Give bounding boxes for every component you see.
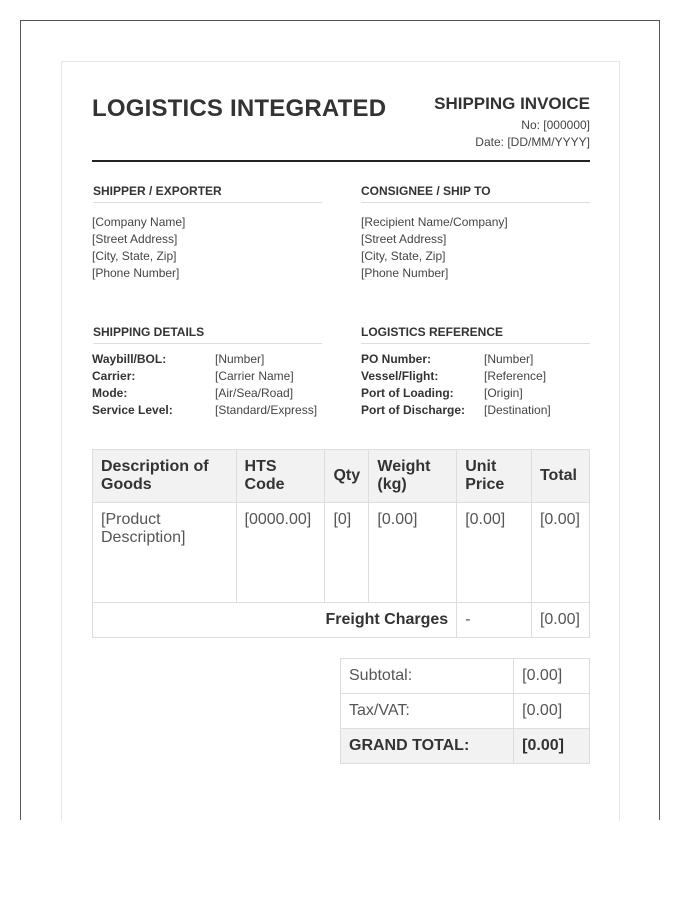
column-header: Unit Price bbox=[457, 450, 532, 503]
table-header-row bbox=[93, 450, 590, 503]
shipper-line: [Company Name] bbox=[92, 215, 186, 229]
cell-unit-price: [0.00] bbox=[457, 503, 532, 603]
invoice-number: No: [000000] bbox=[521, 118, 590, 132]
freight-unit: - bbox=[457, 603, 532, 638]
logistics-reference-labels bbox=[361, 351, 465, 419]
cell-hts-code: [0000.00] bbox=[236, 503, 325, 603]
reference-label: Vessel/Flight: bbox=[361, 369, 439, 383]
consignee-address bbox=[361, 214, 508, 282]
column-header: HTS Code bbox=[236, 450, 325, 503]
tax-label: Tax/VAT: bbox=[341, 694, 514, 729]
consignee-line: [Phone Number] bbox=[361, 266, 449, 280]
grand-total-label: GRAND TOTAL: bbox=[341, 729, 514, 764]
consignee-line: [Street Address] bbox=[361, 232, 447, 246]
invoice-title: SHIPPING INVOICE bbox=[434, 94, 590, 113]
shipper-heading: SHIPPER / EXPORTER bbox=[93, 184, 322, 203]
totals-table bbox=[340, 658, 590, 764]
company-name: LOGISTICS INTEGRATED bbox=[92, 95, 387, 122]
reference-value: [Destination] bbox=[484, 403, 551, 417]
cell-total: [0.00] bbox=[531, 503, 589, 603]
consignee-heading: CONSIGNEE / SHIP TO bbox=[361, 184, 590, 203]
grand-total-row bbox=[341, 729, 590, 764]
items-table bbox=[92, 449, 590, 638]
subtotal-row bbox=[341, 659, 590, 694]
consignee-line: [City, State, Zip] bbox=[361, 249, 446, 263]
shipper-line: [Street Address] bbox=[92, 232, 178, 246]
reference-value: [Number] bbox=[484, 352, 534, 366]
shipping-details-values bbox=[215, 351, 317, 419]
subtotal-label: Subtotal: bbox=[341, 659, 514, 694]
column-header: Total bbox=[531, 450, 589, 503]
shipping-details-heading: SHIPPING DETAILS bbox=[93, 325, 322, 344]
detail-label: Mode: bbox=[92, 386, 128, 400]
tax-value: [0.00] bbox=[514, 694, 590, 729]
reference-label: PO Number: bbox=[361, 352, 432, 366]
detail-label: Waybill/BOL: bbox=[92, 352, 167, 366]
column-header: Weight (kg) bbox=[369, 450, 457, 503]
logistics-reference-values bbox=[484, 351, 551, 419]
consignee-line: [Recipient Name/Company] bbox=[361, 215, 508, 229]
freight-row bbox=[93, 603, 590, 638]
column-header: Description of Goods bbox=[93, 450, 237, 503]
detail-value: [Air/Sea/Road] bbox=[215, 386, 294, 400]
cell-qty: [0] bbox=[325, 503, 369, 603]
invoice-date: Date: [DD/MM/YYYY] bbox=[475, 135, 590, 149]
reference-label: Port of Discharge: bbox=[361, 403, 466, 417]
cell-description: [Product Description] bbox=[93, 503, 237, 603]
tax-row bbox=[341, 694, 590, 729]
freight-total: [0.00] bbox=[531, 603, 589, 638]
detail-value: [Number] bbox=[215, 352, 265, 366]
detail-label: Service Level: bbox=[92, 403, 173, 417]
freight-label: Freight Charges bbox=[93, 603, 457, 638]
cell-weight: [0.00] bbox=[369, 503, 457, 603]
grand-total-value: [0.00] bbox=[514, 729, 590, 764]
header-divider bbox=[92, 160, 590, 162]
reference-value: [Reference] bbox=[484, 369, 547, 383]
detail-value: [Carrier Name] bbox=[215, 369, 294, 383]
detail-label: Carrier: bbox=[92, 369, 136, 383]
detail-value: [Standard/Express] bbox=[215, 403, 318, 417]
logistics-reference-heading: LOGISTICS REFERENCE bbox=[361, 325, 590, 344]
column-header: Qty bbox=[325, 450, 369, 503]
shipper-address bbox=[92, 214, 185, 282]
shipper-line: [Phone Number] bbox=[92, 266, 180, 280]
shipper-line: [City, State, Zip] bbox=[92, 249, 177, 263]
shipping-details-labels bbox=[92, 351, 173, 419]
subtotal-value: [0.00] bbox=[514, 659, 590, 694]
reference-value: [Origin] bbox=[484, 386, 523, 400]
table-row bbox=[93, 503, 590, 603]
reference-label: Port of Loading: bbox=[361, 386, 454, 400]
